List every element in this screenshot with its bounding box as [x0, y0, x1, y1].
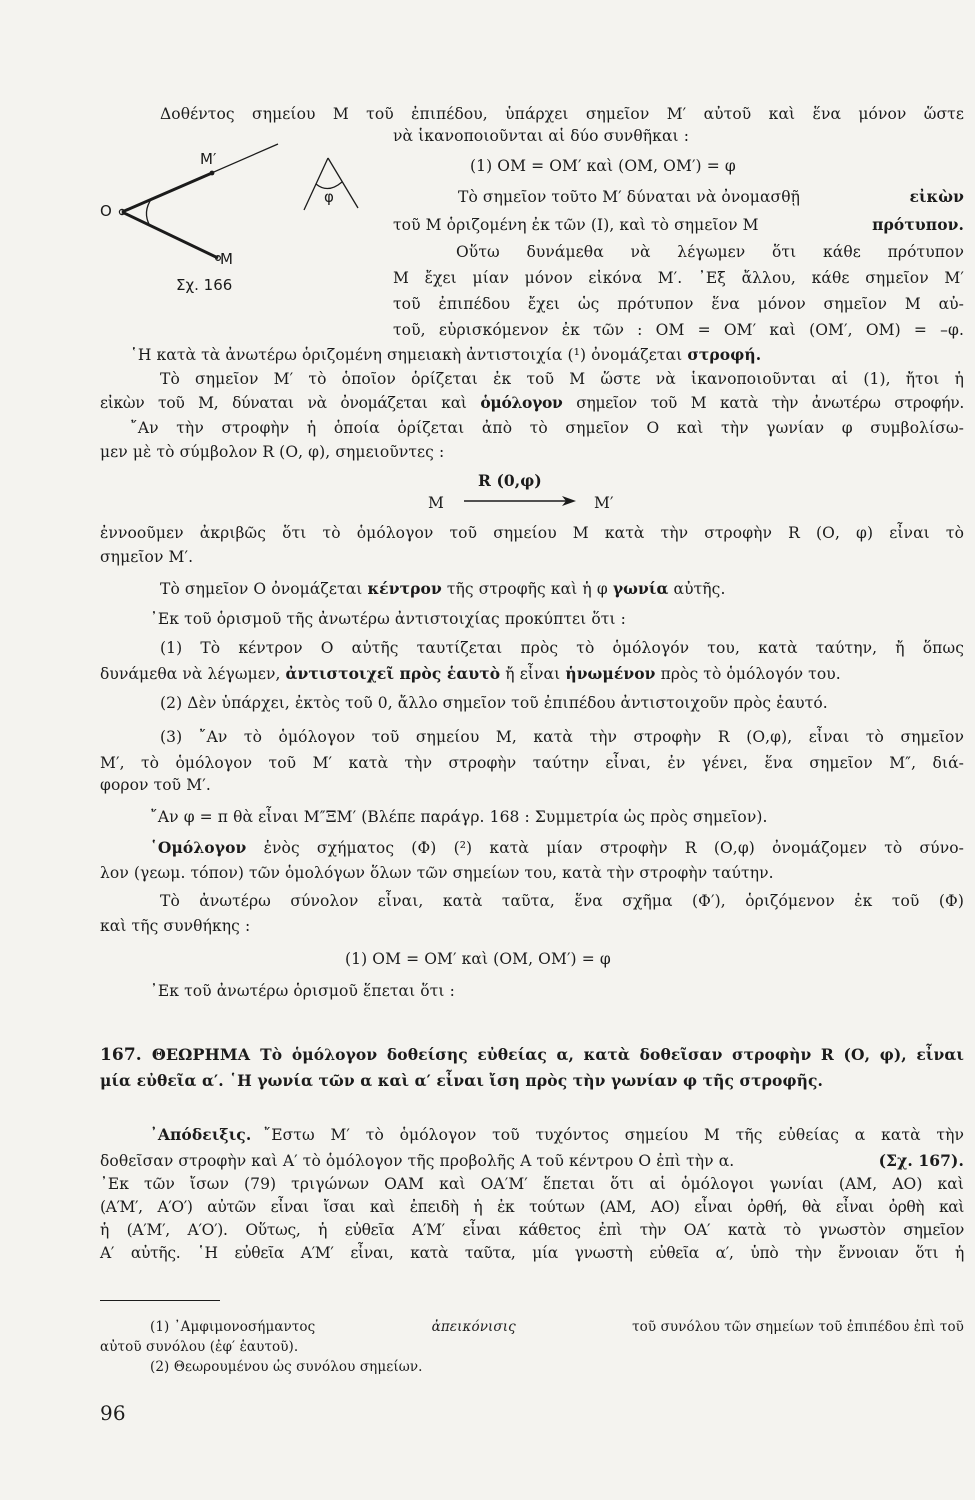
term-kentron: κέντρον [367, 579, 442, 598]
rotation-diagram [100, 140, 390, 305]
term-protypon: πρότυπον. [872, 215, 964, 234]
proof-line-1-text: ῎Εστω Μ′ τὸ ὁμόλογον τοῦ τυχόντος σημείου Μ τῆς εὐθείας α κατὰ τὴν [263, 1126, 964, 1144]
mapping-arrow-icon [462, 494, 580, 508]
definition-condition-1: (1) ΟΜ = ΟΜ′ καὶ (ΟΜ, ΟΜ′) = φ [345, 950, 611, 968]
definition-line-8 [160, 578, 726, 600]
definition-line-16: ῎Αν φ = π θὰ εἶναι Μ″ΞΜ′ (Βλέπε παράγρ. 168 : Συμμετρία ὡς πρὸς σημεῖον). [150, 808, 768, 826]
definition-line-11e: πρὸς τὸ ὁμόλογόν του. [660, 665, 841, 683]
figure-caption: Σχ. 166 [176, 276, 233, 294]
intro-line-1: Δοθέντος σημείου Μ τοῦ ἐπιπέδου, ὑπάρχει σημεῖον Μ′ αὐτοῦ καὶ ἕνα μόνον ὥστε [160, 105, 964, 123]
figure-label-M-prime: M′ [200, 150, 217, 168]
intro-line-6: Οὕτω δυνάμεθα νὰ λέγωμεν ὅτι κάθε πρότυπον [456, 243, 964, 261]
term-strophe: στροφή. [687, 345, 762, 364]
definition-line-17b: ἑνὸς σχήματος (Φ) (²) κατὰ μίαν στροφὴν R (Ο,φ) ὀνομάζομεν τὸ σύνο- [263, 839, 964, 857]
term-omologon-schimatos: ῾Ομόλογον [150, 838, 247, 857]
proof-line-6: Α′ αὐτῆς. ῾Η εὐθεῖα Α′Μ′ εἶναι, κατὰ ταῦτα, μία γνωστὴ εὐθεῖα α′, ὑπὸ τὴν ἔννοιαν ὅτι ἡ [100, 1244, 964, 1262]
footnote-1 [150, 1316, 964, 1338]
definition-line-10: (1) Τὸ κέντρον Ο αὐτῆς ταυτίζεται πρὸς τὸ ὁμόλογόν του, κατὰ ταύτην, ἤ ὅπως [160, 639, 964, 657]
intro-condition-1: (1) ΟΜ = ΟΜ′ καὶ (ΟΜ, ΟΜ′) = φ [470, 157, 736, 175]
definition-line-22: ᾿Εκ τοῦ ἀνωτέρω ὁρισμοῦ ἕπεται ὅτι : [150, 982, 455, 1000]
intro-line-2: νὰ ἱκανοποιοῦνται αἱ δύο συνθῆκαι : [393, 127, 690, 145]
definition-line-14: Μ′, τὸ ὁμόλογον τοῦ Μ′ κατὰ τὴν στροφὴν ταύτην εἶναι, ἐν γένει, ἕνα σημεῖον Μ″, διά- [100, 754, 964, 772]
figure-label-O: O [100, 202, 112, 220]
definition-line-8c: τῆς στροφῆς καὶ ἡ φ [446, 580, 608, 598]
term-eikon: εἰκὼν [909, 187, 964, 206]
definition-line-13: (3) ῎Αν τὸ ὁμόλογον τοῦ σημείου Μ, κατὰ τὴν στροφὴν R (Ο,φ), εἶναι τὸ σημεῖον [160, 728, 964, 746]
intro-line-7: Μ ἔχει μίαν μόνον εἰκόνα Μ′. ᾿Εξ ἄλλου, κάθε σημεῖον Μ′ [393, 269, 964, 287]
proof-line-1 [150, 1124, 964, 1146]
footnote-1a: (1) ᾿Αμφιμονοσήμαντος [150, 1319, 316, 1335]
definition-line-15: φορον τοῦ Μ′. [100, 776, 211, 794]
footnote-divider [100, 1300, 220, 1301]
theorem-line-1 [100, 1044, 964, 1066]
arrow-to: Μ′ [594, 494, 614, 512]
definition-line-11 [100, 663, 841, 685]
definition-line-4: ῎Αν τὴν στροφὴν ἡ ὁποία ὁρίζεται ἀπὸ τὸ σημεῖον Ο καὶ τὴν γωνίαν φ συμβολίσω- [130, 419, 964, 437]
proof-line-3: ᾿Εκ τῶν ἴσων (79) τριγώνων ΟΑΜ καὶ ΟΑ′Μ′ ἕπεται ὅτι αἱ ὁμόλογοι γωνίαι (ΑΜ, ΑΟ) καὶ [100, 1175, 964, 1193]
proof-figure-ref: (Σχ. 167). [878, 1151, 964, 1170]
figure-label-M: M [220, 250, 233, 268]
term-antistoichei: ἀντιστοιχεῖ πρὸς ἑαυτὸ [285, 664, 501, 683]
arrow-from: Μ [428, 494, 444, 512]
intro-line-9: τοῦ, εὑρισκόμενον ἐκ τῶν : ΟΜ = ΟΜ′ καὶ (ΟΜ′, ΟΜ) = –φ. [393, 321, 964, 339]
arrow-label: R (0,φ) [478, 471, 542, 490]
definition-line-11a: δυνάμεθα νὰ λέγωμεν, [100, 665, 281, 683]
term-omologon: ὁμόλογον [480, 393, 563, 412]
theorem-statement-1: Τὸ ὁμόλογον δοθείσης εὐθείας α, κατὰ δοθεῖσαν στροφὴν R (Ο, φ), εἶναι [260, 1045, 964, 1064]
definition-line-17 [150, 837, 964, 859]
definition-line-7: σημεῖον Μ′. [100, 548, 194, 566]
definition-line-6: ἐννοοῦμεν ἀκριβῶς ὅτι τὸ ὁμόλογον τοῦ σημείου Μ κατὰ τὴν στροφὴν R (Ο, φ) εἶναι τὸ [100, 524, 964, 542]
footnote-1-cont: αὐτοῦ συνόλου (ἐφ′ ἑαυτοῦ). [100, 1339, 299, 1355]
definition-line-8e: αὐτῆς. [673, 580, 726, 598]
definition-line-19: Τὸ ἀνωτέρω σύνολον εἶναι, κατὰ ταῦτα, ἕνα σχῆμα (Φ′), ὁριζόμενον ἐκ τοῦ (Φ) [160, 892, 964, 910]
definition-line-1-text: ῾Η κατὰ τὰ ἀνωτέρω ὁριζομένη σημειακὴ ἀντιστοιχία (¹) ὀνομάζεται [130, 346, 683, 364]
footnote-2: (2) Θεωρουμένου ὡς συνόλου σημείων. [150, 1359, 423, 1375]
definition-line-2: Τὸ σημεῖον Μ′ τὸ ὁποῖον ὁρίζεται ἐκ τοῦ Μ ὥστε νὰ ἱκανοποιοῦνται αἱ (1), ἤτοι ἡ [160, 370, 964, 388]
proof-line-2-text: δοθεῖσαν στροφὴν καὶ Α′ τὸ ὁμόλογον τῆς προβολῆς Α τοῦ κέντρου Ο ἐπὶ τὴν α. [100, 1152, 735, 1170]
intro-line-8: τοῦ ἐπιπέδου ἔχει ὡς πρότυπον ἕνα μόνον σημεῖον Μ αὐ- [393, 295, 964, 313]
theorem-statement-2: μία εὐθεῖα α′. ῾Η γωνία τῶν α καὶ α′ εἶναι ἴση πρὸς τὴν γωνίαν φ τῆς στροφῆς. [100, 1071, 823, 1090]
intro-line-4 [458, 186, 964, 208]
definition-line-3a: εἰκὼν τοῦ Μ, δύναται νὰ ὀνομάζεται καὶ [100, 394, 467, 412]
definition-line-9: ᾿Εκ τοῦ ὁρισμοῦ τῆς ἀνωτέρω ἀντιστοιχίας προκύπτει ὅτι : [150, 610, 626, 628]
intro-line-5-text: τοῦ Μ ὁριζομένη ἐκ τῶν (Ι), καὶ τὸ σημεῖον Μ [393, 216, 759, 234]
definition-line-20: καὶ τῆς συνθήκης : [100, 917, 251, 935]
definition-line-12: (2) Δὲν ὑπάρχει, ἐκτὸς τοῦ 0, ἄλλο σημεῖον τοῦ ἐπιπέδου ἀντιστοιχοῦν πρὸς ἑαυτό. [160, 694, 828, 712]
definition-line-11c: ἤ εἶναι [505, 665, 561, 683]
proof-label: ᾿Απόδειξις. [150, 1125, 252, 1144]
intro-line-5 [393, 214, 964, 236]
figure-label-phi: φ [324, 188, 334, 206]
definition-line-3c: σημεῖον τοῦ Μ κατὰ τὴν ἀνωτέρω στροφήν. [576, 394, 964, 412]
page-number: 96 [100, 1401, 126, 1425]
footnote-1c: τοῦ συνόλου τῶν σημείων τοῦ ἐπιπέδου ἐπὶ τοῦ [632, 1319, 964, 1335]
term-enomenon: ἡνωμένον [565, 664, 656, 683]
term-gonia: γωνία [612, 579, 669, 598]
intro-line-4-text: Τὸ σημεῖον τοῦτο Μ′ δύναται νὰ ὀνομασθῇ [458, 188, 801, 206]
definition-line-3 [100, 392, 964, 414]
definition-line-5: μεν μὲ τὸ σύμβολον R (Ο, φ), σημειοῦντες : [100, 443, 445, 461]
proof-line-4: (Α′Μ′, Α′Ο′) αὐτῶν εἶναι ἴσαι καὶ ἐπειδὴ ἡ ἐκ τούτων (ΑΜ, ΑΟ) εἶναι ὀρθή, θὰ εἶναι ὀρθὴ καὶ [100, 1198, 964, 1216]
definition-line-1 [130, 344, 761, 366]
theorem-heading: ΘΕΩΡΗΜΑ [151, 1045, 251, 1064]
definition-line-8a: Τὸ σημεῖον Ο ὀνομάζεται [160, 580, 363, 598]
theorem-number: 167. [100, 1045, 142, 1065]
proof-line-5: ἡ (Α′Μ′, Α′Ο′). Οὕτως, ἡ εὐθεῖα Α′Μ′ εἶναι κάθετος ἐπὶ τὴν ΟΑ′ κατὰ τὸ γνωστὸν σημεῖον [100, 1221, 964, 1239]
figure-166 [100, 140, 390, 305]
definition-line-18: λον (γεωμ. τόπον) τῶν ὁμολόγων ὅλων τῶν σημείων του, κατὰ τὴν στροφὴν ταύτην. [100, 864, 774, 882]
proof-line-2 [100, 1150, 964, 1172]
footnote-1-term: ἀπεικόνισις [431, 1319, 516, 1335]
